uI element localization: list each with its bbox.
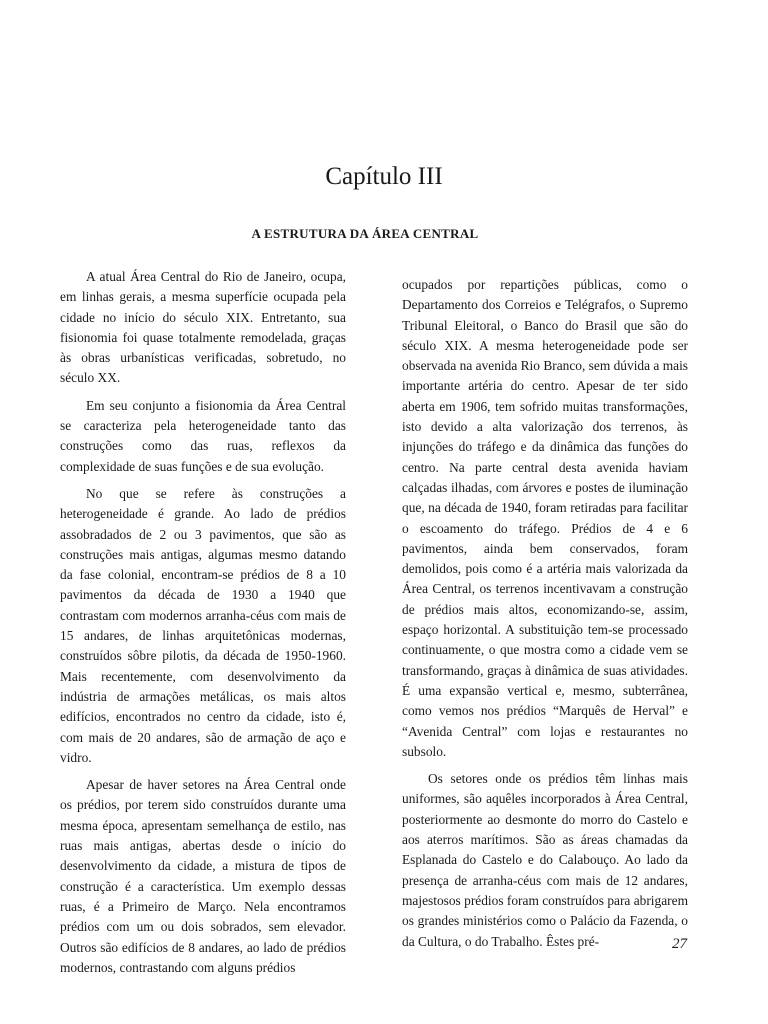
paragraph: Em seu conjunto a fisionomia da Área Central se caracteriza pela heterogeneidade tanto das construções como das ruas, reflexos da complexidade de suas funções e de sua evolução. <box>60 397 346 474</box>
page-number: 27 <box>672 936 687 952</box>
paragraph: Apesar de haver setores na Área Central onde os prédios, por terem sido construídos durante uma mesma época, apresentam semelhança de estilo, nas ruas mais antigas, abertas desde o início do desenvolvimento da cidade, a mistura de tipos de construção é a característica. Um exemplo dessas ruas, é a Primeiro de Março. Nela encontramos prédios com um ou dois sobrados, sem elevador. Outros são edifícios de 8 andares, ao lado de prédios modernos, contrastando com alguns prédios <box>60 777 346 975</box>
paragraph: A atual Área Central do Rio de Janeiro, ocupa, em linhas gerais, a mesma superfície ocupada pela cidade no início do século XIX. Entretanto, sua fisionomia foi quase totalmente remodelada, graças às obras urbanísticas verificadas, sobretudo, no século XX. <box>60 269 346 386</box>
right-column <box>402 275 688 959</box>
paragraph: No que se refere às construções a heterogeneidade é grande. Ao lado de prédios assobradados de 2 ou 3 pavimentos, que são as construções mais antigas, algumas mesmo datando da fase colonial, encontram-se prédios de 8 a 10 pavimentos da década de 1930 a 1940 que contrastam com modernos arranha-céus com mais de 15 andares, de linhas arquitetônicas modernas, construídos sôbre pilotis, da década de 1950-1960. Mais recentemente, com desenvolvimento da indústria de armações metálicas, os mais altos edifícios, encontrados no centro da cidade, isto é, com mais de 20 andares, são de armação de aço e vidro. <box>60 485 346 765</box>
left-column <box>60 267 346 985</box>
chapter-title: Capítulo III <box>325 163 443 190</box>
paragraph: Os setores onde os prédios têm linhas mais uniformes, são aquêles incorporados à Área Central, posteriormente ao desmonte do morro do Castelo e aos aterros marítimos. São as áreas chamadas da Esplanada do Castelo e do Calabouço. Ao lado da presença de arranha-céus com mais de 12 andares, majestosos prédios foram construídos para abrigarem os grandes ministérios como o Palácio da Fazenda, o da Cultura, o do Trabalho. Êstes pré- <box>402 771 688 949</box>
paragraph: ocupados por repartições públicas, como o Departamento dos Correios e Telégrafos, o Supremo Tribunal Eleitoral, o Banco do Brasil que são do século XIX. A mesma heterogeneidade pode ser observada na avenida Rio Branco, sem dúvida a mais importante artéria do centro. Apesar de ter sido aberta em 1906, tem sofrido muitas transformações, isto devido a alta valorização dos terrenos, às injunções do tráfego e da dinâmica das funções do centro. Na parte central desta avenida haviam calçadas ilhadas, com árvores e postes de iluminação que, na década de 1940, foram retiradas para facilitar o escoamento do tráfego. Prédios de 4 e 6 pavimentos, ainda bem conservados, foram demolidos, pois como é a artéria mais valorizada da Área Central, os terrenos incentivavam a construção de prédios mais altos, economizando-se, assim, espaço horizontal. A substituição tem-se processado continuamente, o que mostra como a cidade vem se transformando, graças à dinâmica de suas atividades. É uma expansão vertical e, mesmo, subterrânea, como vemos nos prédios “Marquês de Herval” e “Avenida Central” com lojas e restaurantes no subsolo. <box>402 277 688 759</box>
section-title: A ESTRUTURA DA ÁREA CENTRAL <box>251 226 479 241</box>
